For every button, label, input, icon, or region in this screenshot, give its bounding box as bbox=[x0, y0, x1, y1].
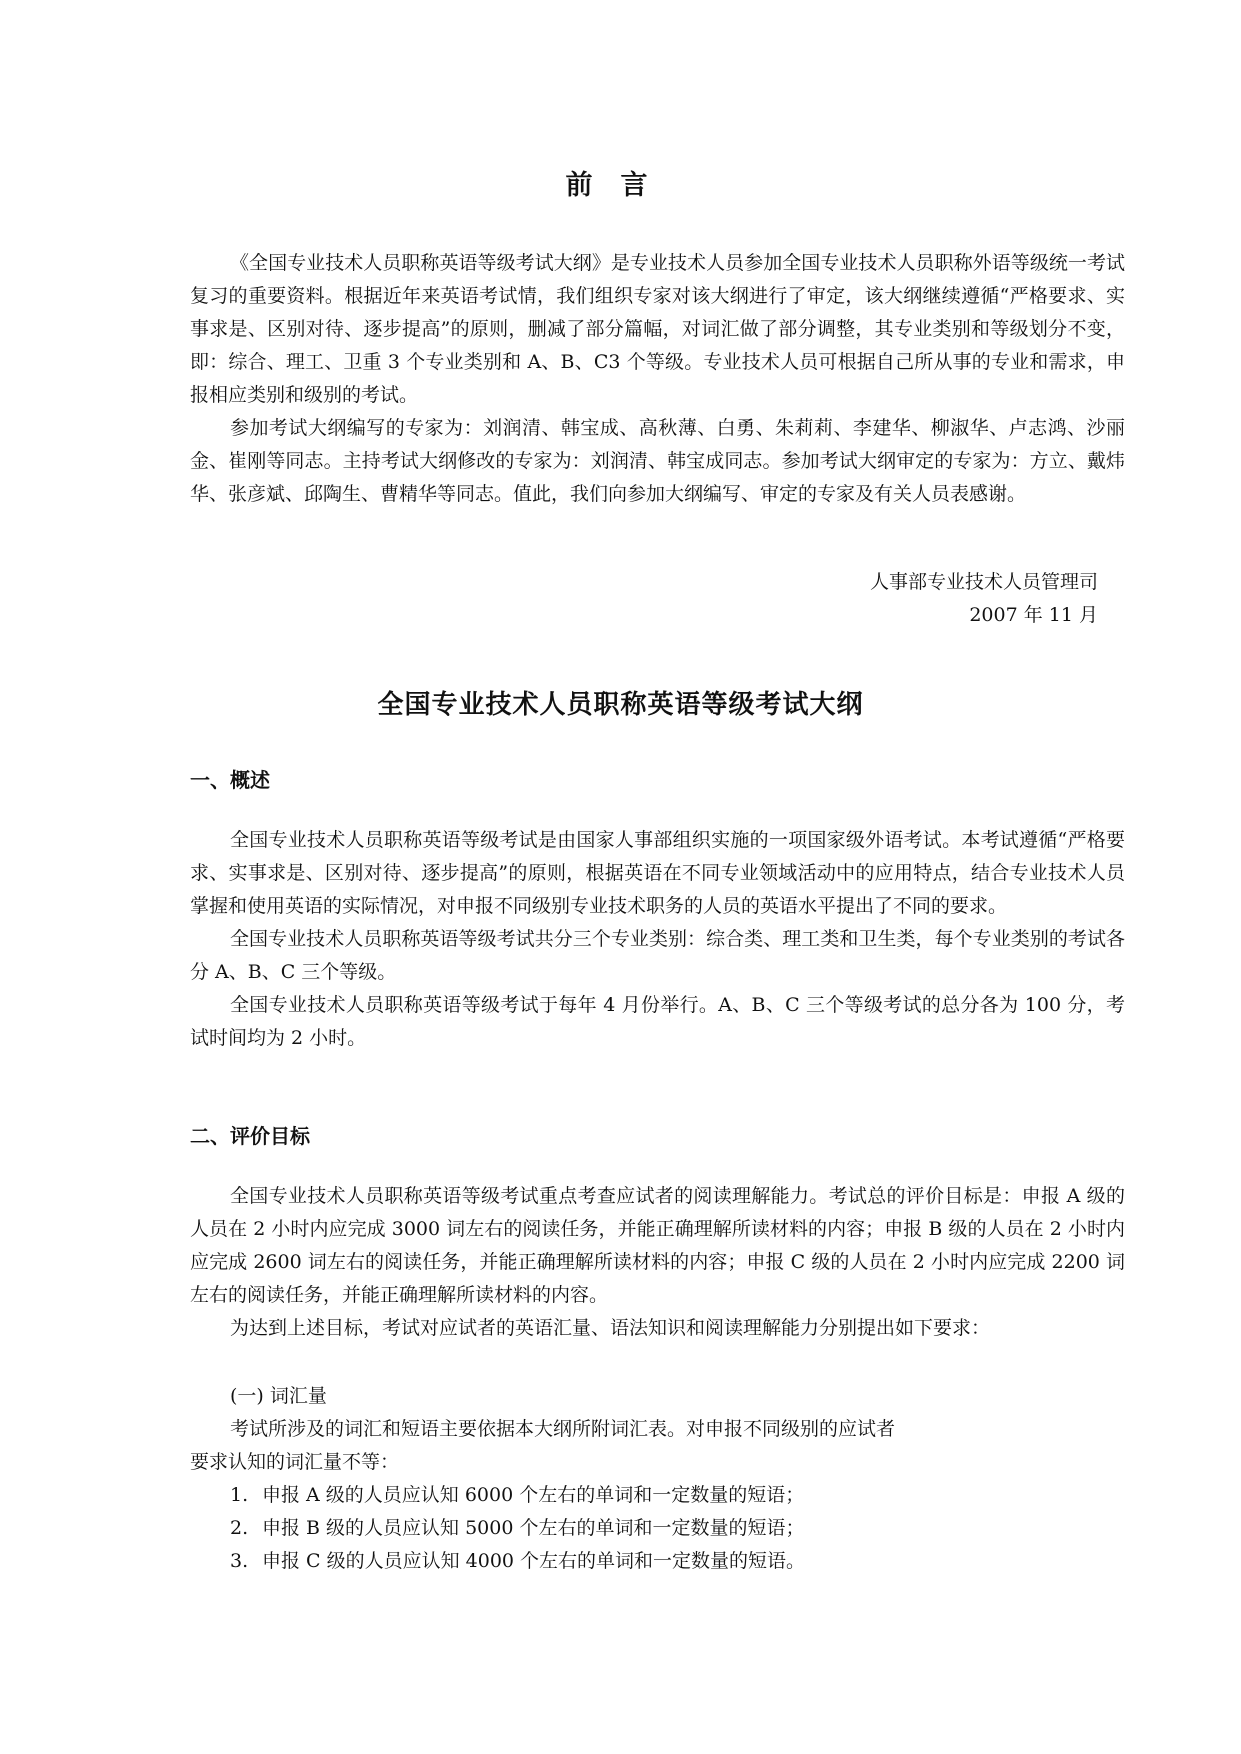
vocabulary-intro-line-1: 考试所涉及的词汇和短语主要依据本大纲所附词汇表。对申报不同级别的应试者 bbox=[230, 1418, 896, 1440]
list-item bbox=[190, 1545, 1125, 1578]
list-item-text: 申报 B 级的人员应认知 5000 个左右的单词和一定数量的短语； bbox=[262, 1517, 805, 1539]
overview-paragraph-1: 全国专业技术人员职称英语等级考试是由国家人事部组织实施的一项国家级外语考试。本考试遵循“严格要求、实事求是、区别对待、逐步提高”的原则，根据英语在不同专业领域活动中的应用特点，结合专业技术人员掌握和使用英语的实际情况，对申报不同级别专业技术职务的人员的英语水平提出了不同的要求。 bbox=[190, 829, 1125, 917]
list-item bbox=[190, 1512, 1125, 1545]
section-heading-evaluation: 二、评价目标 bbox=[190, 1124, 310, 1148]
overview-paragraph-2: 全国专业技术人员职称英语等级考试共分三个专业类别：综合类、理工类和卫生类，每个专业类别的考试各分 A、B、C 三个等级。 bbox=[190, 928, 1125, 983]
vocabulary-requirements-list bbox=[190, 1479, 1125, 1578]
list-item bbox=[190, 1479, 1125, 1512]
list-item-number: 1. bbox=[230, 1484, 249, 1506]
preface-body bbox=[190, 247, 1125, 511]
overview-paragraph-3: 全国专业技术人员职称英语等级考试于每年 4 月份举行。A、B、C 三个等级考试的总分各为 100 分，考试时间均为 2 小时。 bbox=[190, 994, 1125, 1049]
preface-title: 前言 bbox=[565, 170, 676, 201]
outline-title: 全国专业技术人员职称英语等级考试大纲 bbox=[377, 690, 864, 720]
vocabulary-heading: (一) 词汇量 bbox=[230, 1385, 327, 1407]
overview-body bbox=[190, 824, 1125, 1055]
list-item-number: 3. bbox=[230, 1550, 249, 1572]
vocabulary-subsection bbox=[190, 1380, 1125, 1578]
signature-organization: 人事部专业技术人员管理司 bbox=[869, 571, 1098, 593]
list-item-number: 2. bbox=[230, 1517, 249, 1539]
preface-paragraph-1: 《全国专业技术人员职称英语等级考试大纲》是专业技术人员参加全国专业技术人员职称外语等级统一考试复习的重要资料。根据近年来英语考试情，我们组织专家对该大纲进行了审定，该大纲继续遵循“严格要求、实事求是、区别对待、逐步提高”的原则，删减了部分篇幅，对词汇做了部分调整，其专业类别和等级划分不变，即：综合、理工、卫重 3 个专业类别和 A、B、C3 个等级。专业技术人员可根据自己所从事的专业和需求，申报相应类别和级别的考试。 bbox=[190, 252, 1125, 406]
list-item-text: 申报 A 级的人员应认知 6000 个左右的单词和一定数量的短语； bbox=[262, 1484, 805, 1506]
evaluation-paragraph-2: 为达到上述目标，考试对应试者的英语汇量、语法知识和阅读理解能力分别提出如下要求： bbox=[230, 1317, 991, 1339]
signature-date: 2007 年 11 月 bbox=[969, 604, 1098, 626]
list-item-text: 申报 C 级的人员应认知 4000 个左右的单词和一定数量的短语。 bbox=[262, 1550, 806, 1572]
section-heading-overview: 一、概述 bbox=[190, 768, 270, 792]
evaluation-body bbox=[190, 1180, 1125, 1345]
evaluation-paragraph-1: 全国专业技术人员职称英语等级考试重点考查应试者的阅读理解能力。考试总的评价目标是：申报 A 级的人员在 2 小时内应完成 3000 词左右的阅读任务，并能正确理解所读材料的内容；申报 B 级的人员在 2 小时内应完成 2600 词左右的阅读任务，并能正确理解所读材料的内容；申报 C 级的人员在 2 小时内应完成 2200 词左右的阅读任务，并能正确理解所读材料的内容。 bbox=[190, 1185, 1125, 1306]
vocabulary-intro-line-2: 要求认知的词汇量不等： bbox=[190, 1451, 400, 1473]
preface-paragraph-2: 参加考试大纲编写的专家为：刘润清、韩宝成、高秋薄、白勇、朱莉莉、李建华、柳淑华、卢志鸿、沙丽金、崔刚等同志。主持考试大纲修改的专家为：刘润清、韩宝成同志。参加考试大纲审定的专家为：方立、戴炜华、张彦斌、邱陶生、曹精华等同志。值此，我们向参加大纲编写、审定的专家及有关人员表感谢。 bbox=[190, 417, 1125, 505]
